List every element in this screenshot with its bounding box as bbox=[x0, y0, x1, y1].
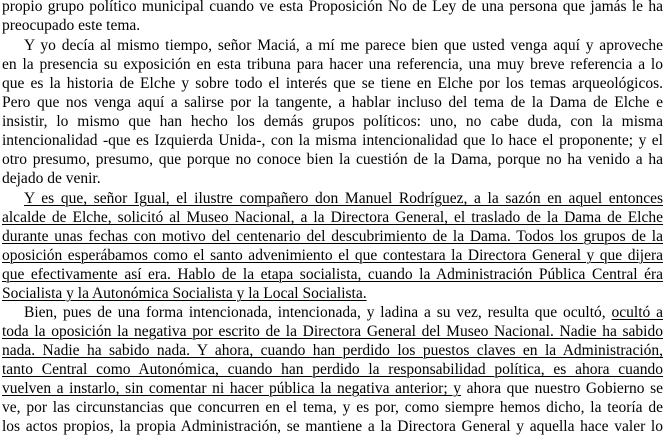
text-run: insistir, lo mismo que han hecho los demás grupos políticos: uno, no cabe duda, con la misma bbox=[2, 113, 663, 130]
underlined-text: alcalde de Elche, solicitó al Museo Nacional, a la Directora General, el traslado de la Dama de Elche bbox=[2, 209, 663, 226]
underlined-text: Y es que, señor Igual, el ilustre compañero don Manuel Rodríguez, a la sazón en aquel entonces bbox=[24, 190, 663, 207]
text-run: propio grupo político municipal cuando ve esta Proposición No de Ley de una persona que jamás le ha bbox=[2, 0, 663, 15]
text-run: preocupado este tema. bbox=[2, 17, 141, 34]
text-line bbox=[2, 284, 663, 303]
text-line bbox=[2, 150, 663, 169]
underlined-text: ocultó a bbox=[611, 304, 664, 321]
text-line bbox=[2, 112, 663, 131]
underlined-text: toda la oposición la negativa por escrito de la Directora General del Museo Nacional. Nadie ha sabido bbox=[2, 323, 663, 340]
text-line bbox=[2, 131, 663, 150]
underlined-text: nada. Nadie ha sabido nada. Y ahora, cuando han perdido los puestos claves en la Administración, bbox=[2, 342, 663, 359]
text-run: dejado de venir. bbox=[2, 170, 101, 187]
text-run: que es la historia de Elche y sobre todo el interés que se tiene en Elche por los temas arqueológicos. bbox=[2, 75, 663, 92]
underlined-text: oposición esperábamos como el santo advenimiento el que contestara la Directora General y que dijera bbox=[2, 247, 663, 264]
text-line bbox=[2, 16, 663, 35]
text-line bbox=[2, 246, 663, 265]
text-line bbox=[2, 0, 663, 16]
text-line bbox=[2, 265, 663, 284]
text-line bbox=[2, 379, 663, 398]
underlined-text: vuelven a instarlo, sin comentar ni hacer pública la negativa anterior; y bbox=[2, 380, 462, 397]
underlined-text: que efectivamente así era. Hablo de la etapa socialista, cuando la Administración Pública Central éra bbox=[2, 266, 663, 283]
text-line bbox=[2, 208, 663, 227]
text-run: intencionalidad -que es Izquierda Unida-, con la misma intencionalidad que lo hace el proponente; y el bbox=[2, 132, 663, 149]
text-line bbox=[2, 74, 663, 93]
text-run: ahora que nuestro Gobierno se bbox=[461, 380, 664, 397]
text-line bbox=[2, 322, 663, 341]
text-line bbox=[24, 36, 663, 55]
text-line bbox=[2, 227, 663, 246]
underlined-text: durante unas fechas con motivo del centenario del descubrimiento de la Dama. Todos los grupos de la bbox=[2, 228, 663, 245]
text-line bbox=[2, 360, 663, 379]
text-line bbox=[2, 341, 663, 360]
text-line bbox=[2, 417, 663, 436]
text-run: Y yo decía al mismo tiempo, señor Maciá, a mí me parece bien que usted venga aquí y aproveche bbox=[24, 37, 663, 54]
text-line bbox=[24, 303, 663, 322]
text-line bbox=[2, 398, 663, 417]
text-run: ve, por las circunstancias que concurren en el tema, y es por, como siempre hemos dicho, la teoría de bbox=[2, 399, 663, 416]
underlined-text: Socialista y la Autonómica Socialista y la Local Socialista. bbox=[2, 285, 367, 302]
underlined-text: tanto Central como Autonómica, cuando han perdido la responsabilidad política, es ahora cuando bbox=[2, 361, 663, 378]
text-run: los actos propios, la propia Administración, se mantiene a la Directora General y aquella hace valer lo bbox=[2, 418, 663, 435]
text-run: Bien, pues de una forma intencionada, intencionada, y ladina a su vez, resulta que ocultó, bbox=[24, 304, 612, 321]
text-line bbox=[2, 93, 663, 112]
text-run: otro presumo, presumo, que porque no conoce bien la cuestión de la Dama, porque no ha venido a ha bbox=[2, 151, 663, 168]
text-line bbox=[2, 169, 663, 188]
text-line bbox=[24, 189, 663, 208]
text-line bbox=[2, 55, 663, 74]
text-run: Pero que nos venga aquí a salirse por la tangente, a hablar incluso del tema de la Dama de Elche e bbox=[2, 94, 663, 111]
text-run: en la presencia su exposición en esta tribuna para hacer una referencia, una muy breve referencia a lo bbox=[2, 56, 663, 73]
